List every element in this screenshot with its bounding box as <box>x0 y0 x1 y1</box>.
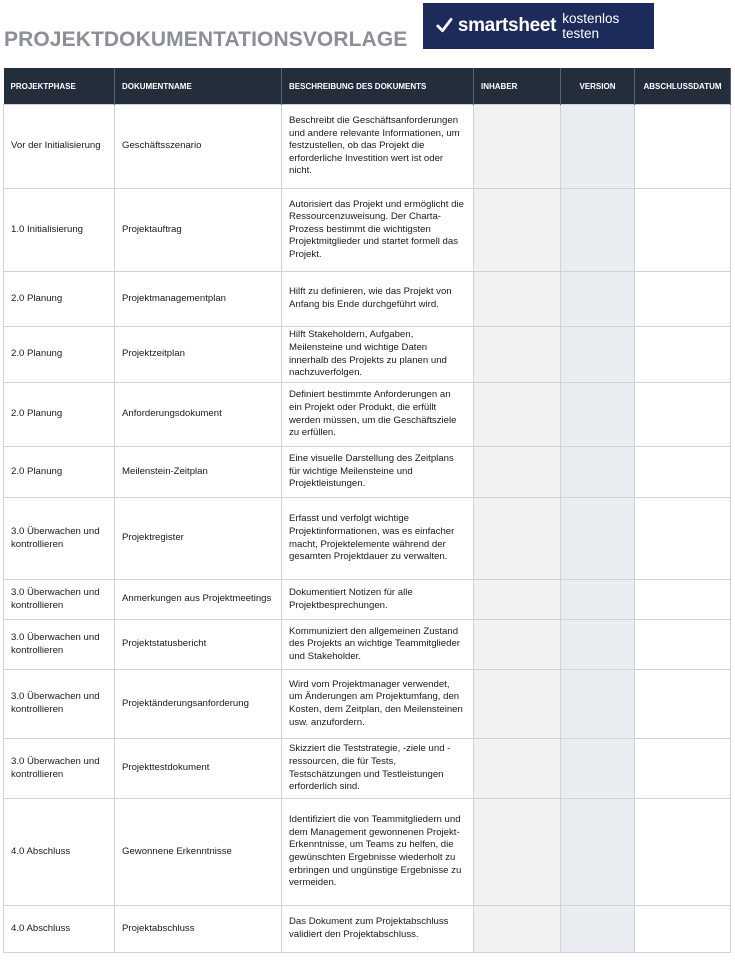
cell-completion-date[interactable] <box>635 383 731 447</box>
cell-owner[interactable] <box>474 498 561 580</box>
cell-description: Hilft zu definieren, wie das Projekt von Anfang bis Ende durchgeführt wird. <box>282 272 474 327</box>
banner-brand: smartsheet <box>457 15 557 36</box>
table-row <box>4 105 731 189</box>
cell-document-name: Projektregister <box>115 498 282 580</box>
header-completion-date: ABSCHLUSSDATUM <box>635 68 731 105</box>
cell-description: Autorisiert das Projekt und ermöglicht die Ressourcenzuweisung. Der Charta-Prozess bestimmt die wichtigsten Projektmitglieder und startet formell das Projekt. <box>282 189 474 272</box>
cell-completion-date[interactable] <box>635 670 731 739</box>
cell-document-name: Anmerkungen aus Projektmeetings <box>115 580 282 620</box>
cell-version[interactable] <box>561 739 635 799</box>
cell-description: Erfasst und verfolgt wichtige Projektinformationen, was es einfacher macht, Projektelemente während der gesamten Projektdauer zu verwalten. <box>282 498 474 580</box>
cell-description: Beschreibt die Geschäftsanforderungen und andere relevante Informationen, um festzustellen, ob das Projekt die erforderliche Investition wert ist oder nicht. <box>282 105 474 189</box>
cell-document-name: Projektzeitplan <box>115 327 282 383</box>
table-row <box>4 670 731 739</box>
table-row <box>4 272 731 327</box>
cell-owner[interactable] <box>474 447 561 498</box>
cell-description: Identifiziert die von Teammitgliedern und dem Management gewonnenen Projekt-Erkenntnisse, um Teams zu helfen, die gewünschten Ergebnisse wiederholt zu erbringen und ungünstige Ergebnisse zu vermeiden. <box>282 799 474 906</box>
cell-phase: 3.0 Überwachen und kontrollieren <box>4 580 115 620</box>
cell-description: Hilft Stakeholdern, Aufgaben, Meilensteine und wichtige Daten innerhalb des Projekts zu planen und nachzuverfolgen. <box>282 327 474 383</box>
cell-owner[interactable] <box>474 189 561 272</box>
cell-description: Wird vom Projektmanager verwendet, um Änderungen am Projektumfang, den Kosten, dem Zeitplan, den Meilensteinen usw. anzufordern. <box>282 670 474 739</box>
cell-phase: Vor der Initialisierung <box>4 105 115 189</box>
table-row <box>4 498 731 580</box>
table-row <box>4 580 731 620</box>
cell-phase: 2.0 Planung <box>4 272 115 327</box>
cell-document-name: Meilenstein-Zeitplan <box>115 447 282 498</box>
cell-completion-date[interactable] <box>635 799 731 906</box>
cell-version[interactable] <box>561 327 635 383</box>
cell-document-name: Gewonnene Erkenntnisse <box>115 799 282 906</box>
cell-completion-date[interactable] <box>635 739 731 799</box>
cell-owner[interactable] <box>474 580 561 620</box>
documentation-table <box>3 68 731 953</box>
header-version: VERSION <box>561 68 635 105</box>
cell-owner[interactable] <box>474 105 561 189</box>
table-row <box>4 906 731 953</box>
cell-completion-date[interactable] <box>635 620 731 670</box>
table-row <box>4 739 731 799</box>
cell-version[interactable] <box>561 447 635 498</box>
cell-phase: 2.0 Planung <box>4 327 115 383</box>
cell-version[interactable] <box>561 383 635 447</box>
cell-completion-date[interactable] <box>635 327 731 383</box>
header-phase: PROJEKTPHASE <box>4 68 115 105</box>
cell-owner[interactable] <box>474 620 561 670</box>
smartsheet-check-icon <box>435 16 454 36</box>
cell-owner[interactable] <box>474 739 561 799</box>
header-description: BESCHREIBUNG DES DOKUMENTS <box>282 68 474 105</box>
cell-completion-date[interactable] <box>635 189 731 272</box>
cell-description: Definiert bestimmte Anforderungen an ein Projekt oder Produkt, die erfüllt werden müssen, um die Geschäftsziele zu erfüllen. <box>282 383 474 447</box>
cell-version[interactable] <box>561 799 635 906</box>
cell-completion-date[interactable] <box>635 580 731 620</box>
cell-phase: 1.0 Initialisierung <box>4 189 115 272</box>
cell-completion-date[interactable] <box>635 272 731 327</box>
table-header-row <box>4 68 731 105</box>
cell-version[interactable] <box>561 498 635 580</box>
cell-version[interactable] <box>561 105 635 189</box>
cell-owner[interactable] <box>474 383 561 447</box>
cell-version[interactable] <box>561 670 635 739</box>
header-document-name: DOKUMENTNAME <box>115 68 282 105</box>
cell-description: Eine visuelle Darstellung des Zeitplans für wichtige Meilensteine und Projektleistungen. <box>282 447 474 498</box>
cell-document-name: Projektstatusbericht <box>115 620 282 670</box>
smartsheet-trial-banner[interactable] <box>423 3 654 49</box>
cell-version[interactable] <box>561 189 635 272</box>
header-owner: INHABER <box>474 68 561 105</box>
cell-owner[interactable] <box>474 327 561 383</box>
banner-cta: kostenlos testen <box>562 11 620 41</box>
table-row <box>4 189 731 272</box>
cell-completion-date[interactable] <box>635 105 731 189</box>
cell-document-name: Geschäftsszenario <box>115 105 282 189</box>
cell-owner[interactable] <box>474 272 561 327</box>
cell-version[interactable] <box>561 272 635 327</box>
cell-phase: 2.0 Planung <box>4 383 115 447</box>
cell-completion-date[interactable] <box>635 498 731 580</box>
cell-phase: 3.0 Überwachen und kontrollieren <box>4 498 115 580</box>
cell-document-name: Projektänderungsanforderung <box>115 670 282 739</box>
cell-phase: 4.0 Abschluss <box>4 906 115 953</box>
cell-phase: 3.0 Überwachen und kontrollieren <box>4 739 115 799</box>
table-row <box>4 383 731 447</box>
cell-phase: 3.0 Überwachen und kontrollieren <box>4 670 115 739</box>
cell-version[interactable] <box>561 906 635 953</box>
page-title: PROJEKTDOKUMENTATIONSVORLAGE <box>4 28 408 51</box>
cell-description: Dokumentiert Notizen für alle Projektbesprechungen. <box>282 580 474 620</box>
table-row <box>4 327 731 383</box>
cell-completion-date[interactable] <box>635 906 731 953</box>
cell-document-name: Anforderungsdokument <box>115 383 282 447</box>
cell-phase: 4.0 Abschluss <box>4 799 115 906</box>
cell-owner[interactable] <box>474 799 561 906</box>
table-row <box>4 447 731 498</box>
cell-document-name: Projektauftrag <box>115 189 282 272</box>
table-row <box>4 799 731 906</box>
cell-phase: 2.0 Planung <box>4 447 115 498</box>
cell-description: Das Dokument zum Projektabschluss validiert den Projektabschluss. <box>282 906 474 953</box>
cell-document-name: Projektmanagementplan <box>115 272 282 327</box>
cell-phase: 3.0 Überwachen und kontrollieren <box>4 620 115 670</box>
table-row <box>4 620 731 670</box>
cell-completion-date[interactable] <box>635 447 731 498</box>
cell-version[interactable] <box>561 580 635 620</box>
cell-document-name: Projektabschluss <box>115 906 282 953</box>
cell-owner[interactable] <box>474 906 561 953</box>
cell-version[interactable] <box>561 620 635 670</box>
cell-owner[interactable] <box>474 670 561 739</box>
cell-description: Skizziert die Teststrategie, -ziele und -ressourcen, die für Tests, Testschätzungen und Testleistungen erforderlich sind. <box>282 739 474 799</box>
cell-document-name: Projekttestdokument <box>115 739 282 799</box>
cell-description: Kommuniziert den allgemeinen Zustand des Projekts an wichtige Teammitglieder und Stakeholder. <box>282 620 474 670</box>
